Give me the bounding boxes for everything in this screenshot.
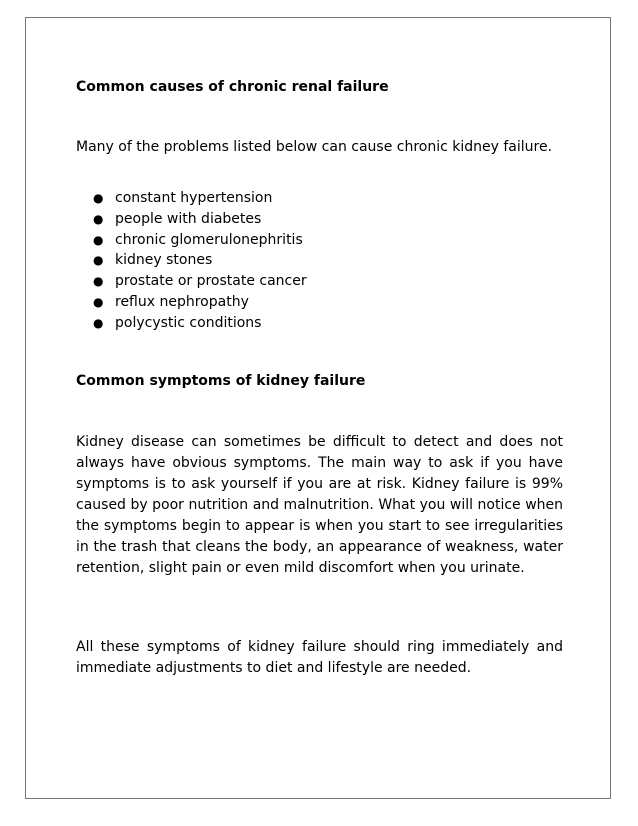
symptoms-paragraph: Kidney disease can sometimes be difficult to detect and does not always have obvious symptoms. The main way to ask if you have symptoms is to ask yourself if you are at risk. Kidney failure is 99% caused by poor nutrition and malnutrition. What you will notice when the symptoms begin to appear is when you start to see irregularities in the trash that cleans the body, an appearance of weakness, water retention, slight pain or even mild discomfort when you urinate. [76, 434, 563, 576]
bullet-icon: ● [93, 211, 104, 226]
bullet-icon: ● [93, 294, 104, 309]
closing-paragraph: All these symptoms of kidney failure should ring immediately and immediate adjustments to diet and lifestyle are needed. [76, 639, 563, 676]
bullet-icon: ● [93, 274, 104, 289]
bullet-icon: ● [93, 191, 104, 205]
list-item: ● polycystic conditions [76, 313, 563, 334]
list-item: ● chronic glomerulonephritis [76, 230, 563, 251]
bullet-icon: ● [93, 232, 104, 247]
list-item: ● people with diabetes [76, 209, 563, 230]
section-heading-causes: Common causes of chronic renal failure [76, 79, 389, 95]
list-item: ● constant hypertension [76, 188, 563, 209]
document-page [25, 17, 611, 799]
bullet-icon: ● [93, 315, 104, 330]
list-item: ● kidney stones [76, 250, 563, 271]
list-item: ● reflux nephropathy [76, 292, 563, 313]
section-heading-symptoms: Common symptoms of kidney failure [76, 373, 366, 389]
list-item: ● prostate or prostate cancer [76, 271, 563, 292]
causes-list [76, 188, 563, 334]
causes-intro-paragraph: Many of the problems listed below can cause chronic kidney failure. [76, 139, 553, 155]
bullet-icon: ● [93, 253, 104, 268]
